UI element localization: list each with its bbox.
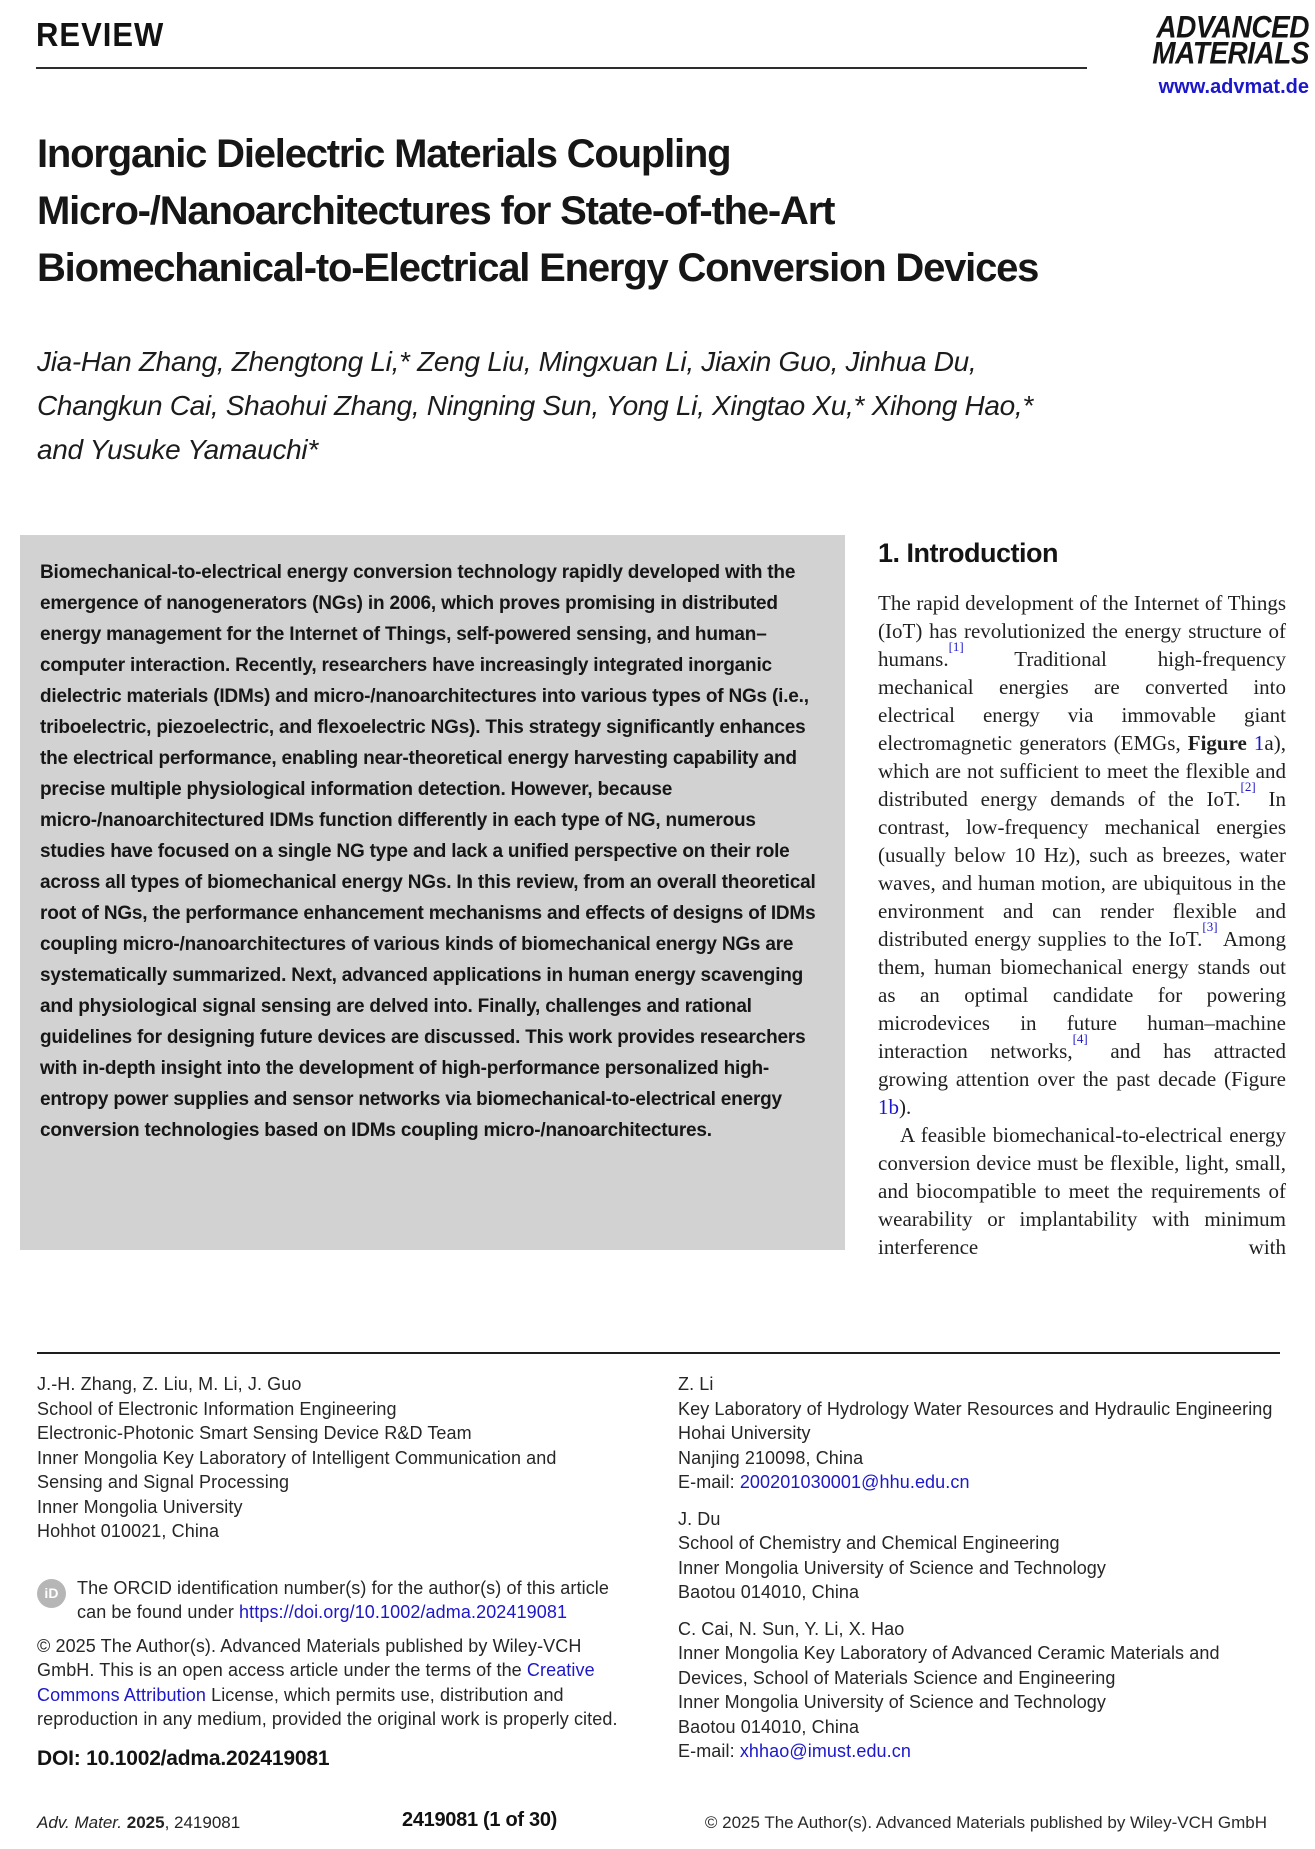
footer-year: 2025: [122, 1813, 165, 1832]
reference-link-2[interactable]: [2]: [1240, 779, 1256, 794]
footnote-divider: [37, 1352, 1280, 1354]
journal-website-link[interactable]: [1159, 76, 1309, 99]
affiliation-line: School of Electronic Information Engineering: [37, 1398, 397, 1419]
intro-text-segment: The rapid development of the Internet of Things (IoT) has revolutionized the energy structure of humans.: [878, 591, 1286, 671]
article-type-label: REVIEW: [36, 16, 165, 54]
affiliation-line: Hohai University: [678, 1423, 811, 1443]
affiliation-authors: C. Cai, N. Sun, Y. Li, X. Hao: [678, 1618, 905, 1639]
orcid-text-line-1: The ORCID identification number(s) for the author(s) of this article: [77, 1577, 609, 1598]
footnote-column-left: [37, 1372, 649, 1771]
authors-line-1: Jia-Han Zhang, Zhengtong Li,* Zeng Liu, Mingxuan Li, Jiaxin Guo, Jinhua Du,: [37, 346, 977, 377]
affiliation-line: Nanjing 210098, China: [678, 1447, 864, 1468]
affiliation-authors: Z. Li: [678, 1374, 714, 1394]
affiliation-z-li: [678, 1372, 1315, 1495]
journal-logo-line-2: MATERIALS: [1152, 35, 1309, 70]
intro-paragraph-2: A feasible biomechanical-to-electrical energy conversion device must be flexible, light, small, and biocompatible to meet the requirements of wearability or implantability with minimum interference with: [878, 1123, 1286, 1259]
footer-copyright: © 2025 The Author(s). Advanced Materials published by Wiley-VCH GmbH: [704, 1813, 1267, 1832]
affiliation-line: School of Chemistry and Chemical Engineering: [678, 1533, 1060, 1553]
email-label: E-mail:: [678, 1472, 740, 1492]
orcid-text-line-2: [77, 1600, 649, 1625]
affiliation-zhang: [37, 1372, 649, 1544]
intro-text-segment: ).: [899, 1095, 912, 1119]
intro-text-segment: a), which are not sufficient to meet the flexible and distributed energy demands of the IoT.: [878, 731, 1286, 811]
footer-journal-abbrev: Adv. Mater.: [37, 1813, 123, 1832]
affiliation-line: Key Laboratory of Hydrology Water Resources and Hydraulic Engineering: [678, 1398, 1273, 1419]
email-label: E-mail:: [678, 1741, 740, 1761]
article-title-line-3: Biomechanical-to-Electrical Energy Conversion Devices: [37, 246, 1039, 290]
orcid-text-pre: can be found under: [77, 1602, 240, 1622]
introduction-section: [878, 538, 1286, 1261]
footnote-column-right: [678, 1372, 1315, 1776]
doi-url-link[interactable]: https://doi.org/10.1002/adma.202419081: [239, 1602, 568, 1622]
affiliation-j-du: [678, 1507, 1315, 1605]
reference-link-3[interactable]: [3]: [1202, 919, 1218, 934]
footer-article-id: , 2419081: [164, 1813, 241, 1832]
doi-line: DOI: 10.1002/adma.202419081: [37, 1746, 330, 1770]
license-text: License, which permits use, distribution and reproduction in any medium, provided the original work is properly cited.: [37, 1684, 618, 1729]
article-title-line-1: Inorganic Dielectric Materials Coupling: [37, 132, 731, 176]
intro-text-segment: Among them, human biomechanical energy stands out as an optimal candidate for powering microdevices in future human–machine interaction networks,: [878, 927, 1286, 1063]
figure-1b-link[interactable]: 1b: [878, 1095, 899, 1119]
affiliation-line: Baotou 014010, China: [678, 1582, 860, 1602]
affiliation-authors: J.-H. Zhang, Z. Liu, M. Li, J. Guo: [37, 1374, 302, 1394]
intro-paragraph-1: [878, 589, 1286, 1121]
footer-page-number: 2419081 (1 of 30): [402, 1809, 557, 1831]
reference-link-4[interactable]: [4]: [1072, 1031, 1088, 1046]
affiliation-line: Inner Mongolia University of Science and Technology: [678, 1557, 1107, 1578]
authors-line-3: and Yusuke Yamauchi*: [37, 434, 318, 465]
abstract-box: [20, 535, 845, 1250]
figure-1a-link[interactable]: 1: [1253, 731, 1265, 755]
license-text: © 2025 The Author(s). Advanced Materials published by Wiley-VCH GmbH. This is an open access article under the terms of the: [37, 1635, 582, 1680]
intro-text-segment: In contrast, low-frequency mechanical energies (usually below 10 Hz), such as breezes, water waves, and human motion, are ubiquitous in the environment and can render flexible and distributed energy supplies to the IoT.: [878, 787, 1287, 951]
orcid-note: [37, 1576, 649, 1625]
footer-citation: [37, 1813, 240, 1833]
email-link-hhu[interactable]: 200201030001@hhu.edu.cn: [739, 1472, 970, 1492]
section-heading-introduction: 1. Introduction: [878, 538, 1058, 568]
affiliation-line: Electronic-Photonic Smart Sensing Device R&D Team: [37, 1423, 472, 1443]
article-title: [37, 126, 1277, 297]
affiliation-line: Hohhot 010021, China: [37, 1521, 220, 1541]
abstract-text: Biomechanical-to-electrical energy conversion technology rapidly developed with the emergence of nanogenerators (NGs) in 2006, which proves promising in distributed energy management for the Internet of Things, self-powered sensing, and human–computer interaction. Recently, researchers have increasingly integrated inorganic dielectric materials (IDMs) and micro-/nanoarchitectures into various types of NGs (i.e., triboelectric, piezoelectric, and flexoelectric NGs). This strategy significantly enhances the electrical performance, enabling near-theoretical energy harvesting capability and precise multiple physiological information detection. However, because micro-/nanoarchitectured IDMs function differently in each type of NG, numerous studies have focused on a single NG type and lack a unified perspective on their role across all types of biomechanical energy NGs. In this review, from an overall theoretical root of NGs, the performance enhancement mechanisms and effects of designs of IDMs coupling micro-/nanoarchitectures of various kinds of biomechanical energy NGs are systematically summarized. Next, advanced applications in human energy scavenging and physiological signal sensing are delved into. Finally, challenges and rational guidelines for designing future devices are discussed. This work provides researchers with in-depth insight into the development of high-performance personalized high-entropy power supplies and sensor networks via biomechanical-to-electrical energy conversion technologies based on IDMs coupling micro-/nanoarchitectures.: [40, 562, 816, 1141]
affiliation-line: Inner Mongolia Key Laboratory of Advanced Ceramic Materials and: [678, 1643, 1220, 1663]
journal-website-url[interactable]: www.advmat.de: [1158, 76, 1309, 98]
email-link-imust[interactable]: xhhao@imust.edu.cn: [739, 1741, 911, 1761]
journal-logo-line-1: ADVANCED: [1156, 9, 1309, 45]
creative-commons-link[interactable]: Creative Commons Attribution: [37, 1660, 595, 1705]
header-divider: [36, 67, 1087, 69]
affiliation-line: Inner Mongolia University of Science and Technology: [678, 1692, 1107, 1712]
figure-word: Figure: [1187, 731, 1254, 755]
affiliation-line: Inner Mongolia University: [37, 1496, 243, 1517]
article-title-line-2: Micro-/Nanoarchitectures for State-of-the-Art: [37, 189, 835, 233]
affiliation-line: Inner Mongolia Key Laboratory of Intelligent Communication and: [37, 1447, 557, 1468]
orcid-icon: iD: [37, 1579, 66, 1608]
email-line: [678, 1470, 1315, 1495]
affiliation-cai: [678, 1617, 1315, 1764]
author-list: [37, 340, 1277, 472]
authors-line-2: Changkun Cai, Shaohui Zhang, Ningning Sun, Yong Li, Xingtao Xu,* Xihong Hao,*: [37, 390, 1034, 421]
intro-text-segment: and has attracted growing attention over the past decade (Figure: [878, 1039, 1287, 1091]
intro-text-segment: Traditional high-frequency mechanical energies are converted into electrical energy via immovable giant electromagnetic generators (EMGs,: [878, 647, 1286, 755]
affiliation-line: Sensing and Signal Processing: [37, 1472, 290, 1492]
affiliation-line: Devices, School of Materials Science and Engineering: [678, 1667, 1116, 1688]
affiliation-authors: J. Du: [678, 1508, 721, 1529]
reference-link-1[interactable]: [1]: [948, 639, 964, 654]
license-note: [37, 1634, 629, 1732]
email-line: [678, 1739, 1315, 1764]
journal-logo: [1152, 9, 1309, 70]
affiliation-line: Baotou 014010, China: [678, 1716, 860, 1737]
